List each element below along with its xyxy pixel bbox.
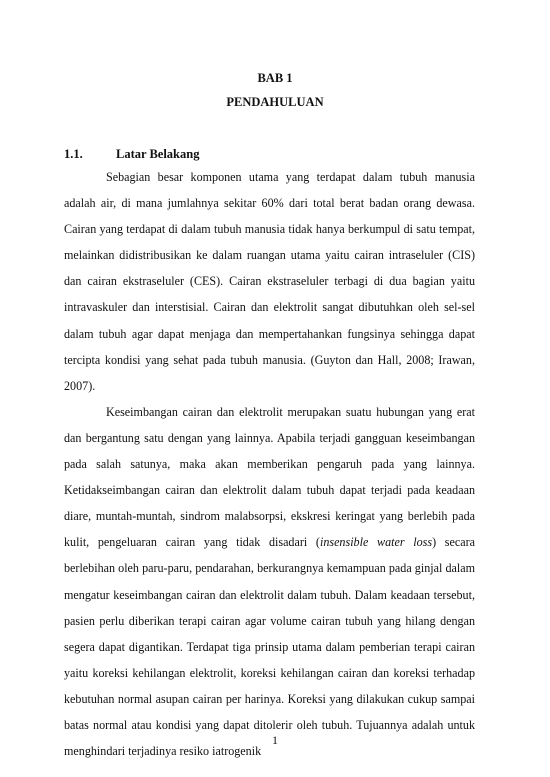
paragraph-2 — [64, 399, 475, 764]
chapter-title: PENDAHULUAN — [226, 95, 324, 109]
page-number: 1 — [272, 733, 278, 747]
paragraph-2-part-2: ) secara berlebihan oleh paru-paru, pendarahan, berkurangnya kemampuan pada ginjal dalam mengatur keseimbangan cairan dan elektrolit dalam tubuh. Dalam keadaan tersebut, pasien perlu diberikan terapi cairan agar volume cairan tubuh yang hilang dengan segera dapat digantikan. Terdapat tiga prinsip utama dalam pemberian terapi cairan yaitu koreksi kehilangan elektrolit, koreksi kehilangan cairan dan koreksi terhadap kebutuhan normal asupan cairan per harinya. Koreksi yang dilakukan cukup sampai batas normal atau kondisi yang dapat ditolerir oleh tubuh. Tujuannya adalah untuk menghindari terjadinya resiko iatrogenik — [64, 535, 475, 759]
paragraph-2-part-1: Keseimbangan cairan dan elektrolit merupakan suatu hubungan yang erat dan bergantung satu dengan yang lainnya. Apabila terjadi gangguan keseimbangan pada salah satunya, maka akan memberikan pengaruh pada yang lainnya. Ketidakseimbangan cairan dan elektrolit dalam tubuh dapat terjadi pada keadaan diare, muntah-muntah, sindrom malabsorpsi, ekskresi keringat yang berlebih pada kulit, pengeluaran cairan yang tidak disadari ( — [64, 404, 475, 550]
body-text — [64, 164, 475, 764]
section-heading — [64, 147, 484, 162]
chapter-label: BAB 1 — [257, 71, 293, 85]
paragraph-2-italic-term: insensible water loss — [319, 535, 433, 550]
section-number: 1.1. — [64, 147, 83, 161]
paragraph-1: Sebagian besar komponen utama yang terdapat dalam tubuh manusia adalah air, di mana jumlahnya sekitar 60% dari total berat badan orang dewasa. Cairan yang terdapat di dalam tubuh manusia tidak hanya berkumpul di satu tempat, melainkan didistribusikan ke dalam ruangan utama yaitu cairan intraseluler (CIS) dan cairan ekstraseluler (CES). Cairan ekstraseluler terbagi di dua bagian yaitu intravaskuler dan interstisial. Cairan dan elektrolit sangat dibutuhkan oleh sel-sel dalam tubuh agar dapat menjaga dan mempertahankan fungsinya sehingga dapat tercipta kondisi yang sehat pada tubuh manusia. (Guyton dan Hall, 2008; Irawan, 2007). — [64, 170, 475, 393]
section-title: Latar Belakang — [116, 147, 200, 161]
